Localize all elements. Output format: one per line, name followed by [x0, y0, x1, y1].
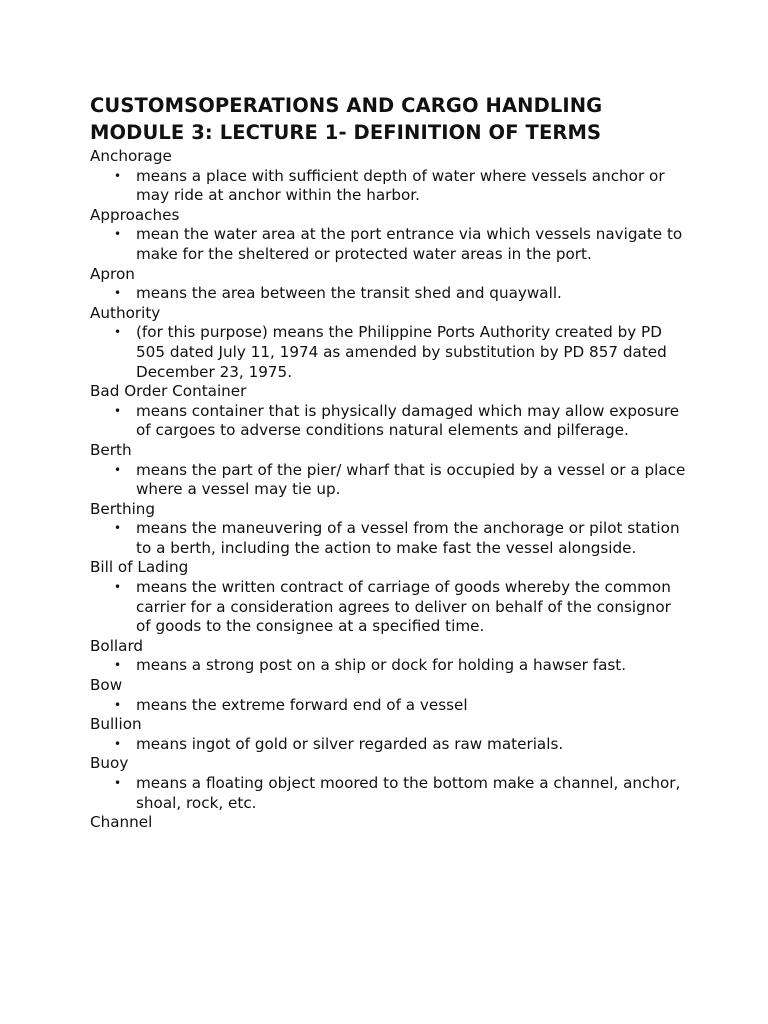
definition-list — [90, 402, 690, 441]
definition-item — [114, 284, 690, 304]
term-heading: Bad Order Container — [90, 382, 247, 401]
definition-item — [114, 460, 690, 500]
definition-list — [90, 461, 690, 500]
term-heading: Authority — [90, 303, 161, 322]
definition-text: means the extreme forward end of a vessel — [136, 695, 468, 714]
definition-text: means the maneuvering of a vessel from the anchorage or pilot station to a berth, including the action to make fast the vessel alongside. — [136, 519, 680, 557]
definition-list — [90, 735, 690, 755]
definition-list — [90, 167, 690, 206]
definition-list — [90, 696, 690, 716]
definition-text: means the area between the transit shed and quaywall. — [136, 284, 562, 303]
definition-item — [114, 695, 690, 716]
definition-text: mean the water area at the port entrance via which vessels navigate to make for the sheltered or protected water areas in the port. — [136, 225, 683, 263]
bullet-icon: • — [114, 325, 122, 340]
term-heading: Berth — [90, 440, 132, 459]
term-entry — [90, 754, 690, 813]
definition-text: means a floating object moored to the bottom make a channel, anchor, shoal, rock, etc. — [136, 774, 681, 812]
title-line-1: CUSTOMSOPERATIONS AND CARGO HANDLING — [90, 94, 603, 117]
definition-item — [114, 323, 690, 382]
title-line-2: MODULE 3: LECTURE 1- DEFINITION OF TERMS — [90, 121, 602, 144]
definition-item — [114, 401, 690, 441]
term-heading: Berthing — [90, 499, 156, 518]
bullet-icon: • — [114, 658, 122, 673]
definition-list — [90, 774, 690, 813]
definition-text: means a strong post on a ship or dock for holding a hawser fast. — [136, 656, 627, 675]
definition-item — [114, 225, 690, 264]
term-entry — [90, 715, 690, 754]
term-entry — [90, 637, 690, 676]
term-entry — [90, 441, 690, 500]
bullet-icon: • — [114, 286, 122, 301]
bullet-icon: • — [114, 580, 122, 595]
term-heading: Approaches — [90, 205, 180, 224]
term-entry — [90, 676, 690, 715]
term-entry — [90, 147, 690, 206]
definition-list — [90, 656, 690, 676]
bullet-icon: • — [114, 736, 122, 751]
term-heading: Bill of Lading — [90, 558, 189, 577]
term-entry — [90, 500, 690, 559]
definition-item — [114, 656, 690, 676]
definition-list — [90, 225, 690, 264]
term-entry — [90, 304, 690, 382]
bullet-icon: • — [114, 168, 122, 183]
definition-list — [90, 578, 690, 637]
term-heading: Apron — [90, 264, 135, 283]
term-heading: Bullion — [90, 715, 142, 734]
definition-text: means the part of the pier/ wharf that is occupied by a vessel or a place where a vessel may tie up. — [136, 460, 686, 499]
definition-text: (for this purpose) means the Philippine Ports Authority created by PD 505 dated July 11, 1974 as amended by substitution by PD 857 dated December 23, 1975. — [136, 323, 667, 381]
term-heading: Channel — [90, 813, 153, 832]
definition-item — [114, 578, 690, 637]
bullet-icon: • — [114, 403, 122, 418]
term-heading: Buoy — [90, 754, 129, 773]
term-heading: Bollard — [90, 636, 144, 655]
term-entry — [90, 265, 690, 304]
definition-text: means ingot of gold or silver regarded as raw materials. — [136, 734, 564, 753]
bullet-icon: • — [114, 227, 122, 242]
term-entry — [90, 382, 690, 441]
document-page — [90, 92, 690, 833]
bullet-icon: • — [114, 697, 122, 712]
definition-list — [90, 323, 690, 382]
bullet-icon: • — [114, 521, 122, 536]
term-heading: Anchorage — [90, 147, 172, 165]
term-entry — [90, 558, 690, 636]
definition-text: means a place with sufficient depth of water where vessels anchor or may ride at anchor within the harbor. — [136, 166, 665, 205]
definition-list — [90, 284, 690, 304]
definition-item — [114, 774, 690, 813]
definition-item — [114, 166, 690, 206]
definition-item — [114, 519, 690, 558]
term-heading: Bow — [90, 676, 123, 695]
definition-list — [90, 519, 690, 558]
definition-text: means the written contract of carriage of goods whereby the common carrier for a consideration agrees to deliver on behalf of the consignor of goods to the consignee at a specified time. — [136, 578, 671, 636]
bullet-icon: • — [114, 462, 122, 477]
document-title — [90, 92, 690, 146]
term-entry — [90, 206, 690, 265]
term-entry — [90, 813, 690, 833]
definition-item — [114, 734, 690, 755]
definition-text: means container that is physically damaged which may allow exposure of cargoes to adverse conditions natural elements and pilferage. — [136, 401, 680, 440]
bullet-icon: • — [114, 776, 122, 790]
